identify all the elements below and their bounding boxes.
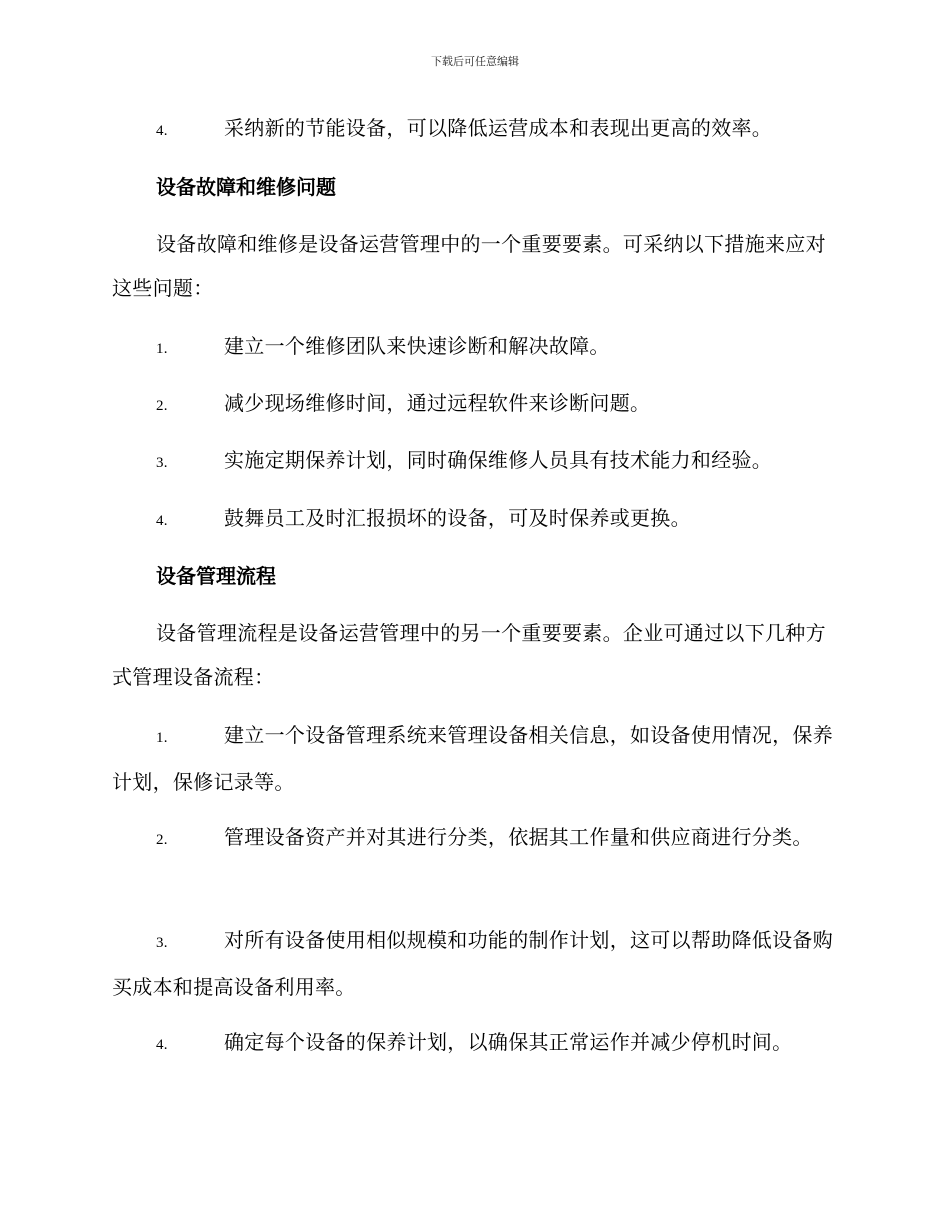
list-number: 2. <box>156 398 168 414</box>
list-item <box>112 496 836 543</box>
paragraph: 设备管理流程是设备运营管理中的另一个重要要素。企业可通过以下几种方式管理设备流程： <box>112 621 826 689</box>
list-item <box>112 324 836 371</box>
list-number: 4. <box>156 123 168 139</box>
list-text: 鼓舞员工及时汇报损坏的设备，可及时保养或更换。 <box>224 506 691 530</box>
list-number: 3. <box>156 935 168 951</box>
list-text: 采纳新的节能设备，可以降低运营成本和表现出更高的效率。 <box>224 116 773 140</box>
list-item <box>112 438 836 485</box>
list-text: 实施定期保养计划，同时确保维修人员具有技术能力和经验。 <box>224 448 773 472</box>
list-number: 1. <box>156 730 168 746</box>
list-item <box>112 1020 836 1067</box>
list-item <box>112 815 836 862</box>
list-number: 4. <box>156 513 168 529</box>
section-heading-management-process: 设备管理流程 <box>156 564 276 588</box>
list-text: 对所有设备使用相似规模和功能的制作计划，这可以帮助降低设备购买成本和提高设备利用率。 <box>112 928 833 999</box>
list-item <box>112 106 836 153</box>
list-number: 2. <box>156 832 168 848</box>
paragraph: 设备故障和维修是设备运营管理中的一个重要要素。可采纳以下措施来应对这些问题： <box>112 232 826 300</box>
list-number: 1. <box>156 341 168 357</box>
list-item <box>112 381 836 428</box>
list-item <box>112 713 836 804</box>
list-text: 管理设备资产并对其进行分类，依据其工作量和供应商进行分类。 <box>224 825 813 849</box>
list-text: 确定每个设备的保养计划，以确保其正常运作并减少停机时间。 <box>224 1030 793 1054</box>
list-number: 3. <box>156 455 168 471</box>
list-item <box>112 918 836 1009</box>
list-text: 建立一个设备管理系统来管理设备相关信息，如设备使用情况，保养计划，保修记录等。 <box>112 723 833 794</box>
list-number: 4. <box>156 1037 168 1053</box>
section-heading-fault-repair: 设备故障和维修问题 <box>156 175 336 199</box>
page-header-note: 下载后可任意编辑 <box>431 55 519 68</box>
list-text: 减少现场维修时间，通过远程软件来诊断问题。 <box>224 391 651 415</box>
list-text: 建立一个维修团队来快速诊断和解决故障。 <box>224 334 610 358</box>
